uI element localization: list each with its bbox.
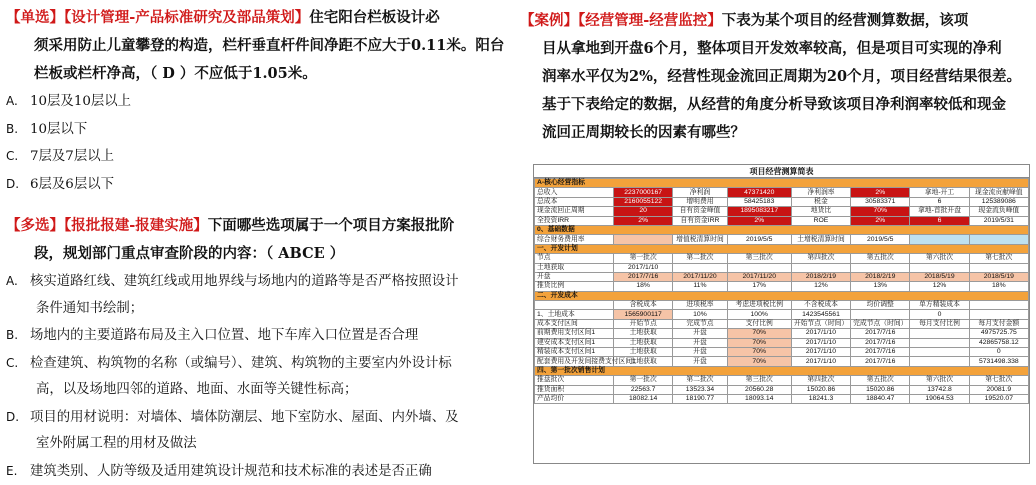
sheet-title: 项目经营测算简表 <box>534 165 1029 178</box>
sheet-cell: 17% <box>727 282 791 291</box>
sheet-cell: 产品均价 <box>535 394 614 403</box>
sheet-cell: 进项税率 <box>673 301 727 310</box>
section-core-kpi: A-核心经营指标 <box>535 179 1029 188</box>
option-e[interactable]: E. 建筑类别、人防等级及适用建筑设计规范和技术标准的表述是否正确 <box>6 458 506 485</box>
sheet-cell: 70% <box>727 338 791 347</box>
sheet-cell: 2% <box>851 216 910 225</box>
sheet-cell: 2017/7/16 <box>851 357 910 366</box>
sheet-cell: 15020.86 <box>851 385 910 394</box>
sheet-cell: 开盘 <box>673 357 727 366</box>
sheet-cell: 开盘 <box>673 338 727 347</box>
sales-row <box>535 385 1029 394</box>
sheet-cell: 净利润率 <box>791 188 850 197</box>
sheet-cell: 考虑进项税比例 <box>727 301 791 310</box>
sheet-cell <box>673 263 727 272</box>
question-text-line: 目从拿地到开盘6个月，整体项目开发效率较高，但是项目可实现的净利 <box>542 40 1002 57</box>
sheet-cell <box>910 235 969 244</box>
sheet-cell: 推货比例 <box>535 282 614 291</box>
sheet-cell: 净利润 <box>673 188 727 197</box>
sheet-cell: 增值税清算时间 <box>673 235 727 244</box>
question-category: 【报批报建-报建实施】 <box>64 217 208 234</box>
sheet-cell: 70% <box>727 348 791 357</box>
sheet-cell: 第一批次 <box>614 254 673 263</box>
option-a[interactable]: A. 10层及10层以上 <box>6 88 506 116</box>
sheet-cell: 第一批次 <box>614 376 673 385</box>
sheet-cell <box>969 301 1028 310</box>
sheet-cell: 现金流负峰值 <box>969 207 1028 216</box>
sheet-cell: 2237000167 <box>614 188 673 197</box>
sheet-cell: 2017/1/10 <box>791 357 850 366</box>
sheet-cell: 第七批次 <box>969 376 1028 385</box>
sheet-cell: 推货面积 <box>535 385 614 394</box>
sheet-cell: 13% <box>851 282 910 291</box>
sheet-cell: 成本支付区间 <box>535 319 614 328</box>
section-dev-cost: 二、开发成本 <box>535 291 1029 300</box>
sheet-cell: 2017/1/10 <box>791 348 850 357</box>
case-question <box>520 0 1032 147</box>
sheet-cell <box>791 263 850 272</box>
sheet-cell: 地货比 <box>791 207 850 216</box>
question-single <box>6 0 506 198</box>
sheet-cell: 20081.9 <box>969 385 1028 394</box>
option-d-continued: 室外附属工程的用材及做法 <box>6 431 506 458</box>
sheet-cell: 2017/7/16 <box>614 272 673 281</box>
sheet-cell <box>614 235 673 244</box>
question-text-line: 基于下表给定的数据，从经营的角度分析导致该项目净利润率较低和现金 <box>542 96 1006 113</box>
question-text-line: 住宅阳台栏板设计必 <box>309 9 440 26</box>
sheet-cell: 完成节点 <box>673 319 727 328</box>
question-type-tag: 【多选】 <box>6 217 64 234</box>
sales-header <box>535 376 1029 385</box>
sheet-cell: 建安成本支付区间1 <box>535 338 614 347</box>
sheet-cell: 20 <box>614 207 673 216</box>
sheet-cell: 第四批次 <box>791 254 850 263</box>
sheet-cell: 2% <box>614 216 673 225</box>
sheet-cell: 2017/7/16 <box>851 338 910 347</box>
sheet-cell: 2019/5/5 <box>851 235 910 244</box>
sheet-cell: 58425183 <box>727 197 791 206</box>
sheet-cell: 20560.28 <box>727 385 791 394</box>
sheet-cell: 综合财务费用率 <box>535 235 614 244</box>
sales-row <box>535 394 1029 403</box>
cost-row <box>535 310 1029 319</box>
left-column <box>6 0 506 485</box>
sheet-cell <box>969 263 1028 272</box>
sheet-cell: 70% <box>727 357 791 366</box>
sheet-cell: 土增税清算时间 <box>791 235 850 244</box>
sheet-cell: 12% <box>791 282 850 291</box>
sheet-cell <box>851 310 910 319</box>
option-c[interactable]: C. 7层及7层以上 <box>6 143 506 171</box>
sheet-cell: 现金流贡献峰值 <box>969 188 1028 197</box>
sheet-cell: 第七批次 <box>969 254 1028 263</box>
kpi-row <box>535 216 1029 225</box>
sheet-cell: 精装成本支付区间1 <box>535 348 614 357</box>
pay-row <box>535 357 1029 366</box>
sheet-cell: 每月支付比例 <box>910 319 969 328</box>
sheet-cell <box>910 357 969 366</box>
question-category: 【经营管理-经营监控】 <box>578 12 722 29</box>
sheet-cell: 开盘 <box>673 329 727 338</box>
question-text-line: 流回正周期较长的因素有哪些？ <box>542 124 745 141</box>
question-text-line: 段，规划部门重点审查阶段的内容：（ ABCE ） <box>34 245 344 262</box>
sheet-cell <box>851 263 910 272</box>
sheet-cell <box>727 263 791 272</box>
sheet-cell: 100% <box>727 310 791 319</box>
sheet-cell: 5731498.338 <box>969 357 1028 366</box>
sheet-cell: 第六批次 <box>910 254 969 263</box>
sheet-cell: 22563.7 <box>614 385 673 394</box>
question-type-tag: 【单选】 <box>6 9 64 26</box>
sheet-cell: 节点 <box>535 254 614 263</box>
option-c-continued: 高，以及场地四邻的道路、地面、水面等关键性标高； <box>6 377 506 404</box>
sheet-cell: 开盘 <box>673 348 727 357</box>
sheet-cell: 土地获取 <box>614 357 673 366</box>
sheet-cell: 第六批次 <box>910 376 969 385</box>
sheet-cell <box>969 310 1028 319</box>
sheet-cell: 第五批次 <box>851 376 910 385</box>
sheet-cell: 12% <box>910 282 969 291</box>
sheet-cell: 2017/7/16 <box>851 329 910 338</box>
plan-row <box>535 282 1029 291</box>
sheet-cell: 18% <box>614 282 673 291</box>
sheet-cell: 开始节点 <box>614 319 673 328</box>
sheet-cell: 0 <box>910 310 969 319</box>
sheet-cell <box>910 329 969 338</box>
sheet-cell <box>910 338 969 347</box>
sheet-cell: 土地获取 <box>614 348 673 357</box>
sheet-cell: 2019/5/31 <box>969 216 1028 225</box>
sheet-cell: 11% <box>673 282 727 291</box>
sheet-cell: 18241.3 <box>791 394 850 403</box>
sheet-cell: 土地获取 <box>535 263 614 272</box>
sheet-cell: 18% <box>969 282 1028 291</box>
sheet-cell: 1565900117 <box>614 310 673 319</box>
sheet-cell: 1423545561 <box>791 310 850 319</box>
sheet-cell: 第二批次 <box>673 376 727 385</box>
question-text-line: 润率水平仅为2%，经营性现金流回正周期为20个月，项目经营结果很差。 <box>542 68 1021 85</box>
sheet-cell: 42865758.12 <box>969 338 1028 347</box>
sheet-cell: 0 <box>969 348 1028 357</box>
question-text-line: 须采用防止儿童攀登的构造，栏杆垂直杆件间净距不应大于0.11米。阳台 <box>34 37 504 54</box>
sheet-cell: 自有资金IRR <box>673 216 727 225</box>
operating-budget-sheet <box>533 164 1030 464</box>
sheet-cell: 开始节点（时间） <box>791 319 850 328</box>
sheet-cell: 2018/2/19 <box>791 272 850 281</box>
section-dev-plan: 一、开发计划 <box>535 244 1029 253</box>
cost-header <box>535 301 1029 310</box>
sheet-cell: 土地获取 <box>614 338 673 347</box>
sheet-cell: 2017/11/20 <box>673 272 727 281</box>
sheet-cell: 第五批次 <box>851 254 910 263</box>
sheet-cell: 18093.14 <box>727 394 791 403</box>
sheet-cell: 第三批次 <box>727 376 791 385</box>
pay-header <box>535 319 1029 328</box>
question-multi <box>6 212 506 485</box>
option-d[interactable]: D. 6层及6层以下 <box>6 171 506 199</box>
question-text-line: 下表为某个项目的经营测算数据，该项 <box>722 12 969 29</box>
plan-header <box>535 254 1029 263</box>
sheet-cell: 含税成本 <box>614 301 673 310</box>
sheet-cell: 单方精装成本 <box>910 301 969 310</box>
sheet-cell: 2% <box>851 188 910 197</box>
sheet-cell: 总收入 <box>535 188 614 197</box>
sheet-table <box>534 178 1029 404</box>
sheet-cell: 13742.8 <box>910 385 969 394</box>
sheet-cell: 现金流回正周期 <box>535 207 614 216</box>
kpi-row <box>535 207 1029 216</box>
sheet-cell: 6 <box>910 197 969 206</box>
option-c[interactable]: C. 检查建筑、构筑物的名称（或编号）、建筑、构筑物的主要室内外设计标 <box>6 350 506 378</box>
option-b[interactable]: B. 10层以下 <box>6 116 506 144</box>
sheet-cell: 1895083217 <box>727 207 791 216</box>
sheet-cell: 2017/1/10 <box>614 263 673 272</box>
sheet-cell: 2017/1/10 <box>791 329 850 338</box>
option-a[interactable]: A. 核实道路红线、建筑红线或用地界线与场地内的道路等是否严格按照设计 <box>6 268 506 296</box>
sheet-cell: 第四批次 <box>791 376 850 385</box>
pay-row <box>535 338 1029 347</box>
sheet-cell: 每月支付金额 <box>969 319 1028 328</box>
pay-row <box>535 329 1029 338</box>
sheet-cell: 70% <box>727 329 791 338</box>
kpi-row <box>535 197 1029 206</box>
section-sales-plan: 四、第一批次销售计划 <box>535 366 1029 375</box>
sheet-cell: 自有资金峰值 <box>673 207 727 216</box>
sheet-cell: 125389086 <box>969 197 1028 206</box>
sheet-cell: 拿地-首批开盘 <box>910 207 969 216</box>
sheet-cell: 2% <box>727 216 791 225</box>
sheet-cell: ROE <box>791 216 850 225</box>
sheet-cell: 2017/1/10 <box>791 338 850 347</box>
sheet-cell: 2018/2/19 <box>851 272 910 281</box>
sheet-cell <box>535 301 614 310</box>
sheet-cell: 完成节点（时间） <box>851 319 910 328</box>
sheet-cell: 1、土地成本 <box>535 310 614 319</box>
sheet-cell: 2160055122 <box>614 197 673 206</box>
sheet-cell <box>969 235 1028 244</box>
sheet-cell: 10% <box>673 310 727 319</box>
sheet-cell: 19064.53 <box>910 394 969 403</box>
sheet-cell: 4975725.75 <box>969 329 1028 338</box>
sheet-cell <box>910 263 969 272</box>
sheet-cell: 拿地-开工 <box>910 188 969 197</box>
sheet-cell: 配套费用及开发间接费支付区间1 <box>535 357 614 366</box>
plan-row <box>535 272 1029 281</box>
sheet-cell: 30583371 <box>851 197 910 206</box>
sheet-cell: 15020.86 <box>791 385 850 394</box>
sheet-cell: 第二批次 <box>673 254 727 263</box>
sheet-cell: 18082.14 <box>614 394 673 403</box>
sheet-cell: 税金 <box>791 197 850 206</box>
question-category: 【设计管理-产品标准研究及部品策划】 <box>64 9 309 26</box>
question-text-line: 栏板或栏杆净高，（ D ）不应低于1.05米。 <box>34 65 317 82</box>
sheet-cell: 2018/5/19 <box>969 272 1028 281</box>
question-type-tag: 【案例】 <box>520 12 578 29</box>
sheet-cell: 土地获取 <box>614 329 673 338</box>
question-text-line: 下面哪些选项属于一个项目方案报批阶 <box>208 217 455 234</box>
sheet-cell: 2018/5/19 <box>910 272 969 281</box>
section-base-data: 0、基础数据 <box>535 225 1029 234</box>
kpi-row <box>535 188 1029 197</box>
sheet-cell: 全投资IRR <box>535 216 614 225</box>
sheet-cell: 总成本 <box>535 197 614 206</box>
option-d[interactable]: D. 项目的用材说明：对墙体、墙体防潮层、地下室防水、屋面、内外墙、及 <box>6 404 506 432</box>
sheet-cell: 前期费用支付区间1 <box>535 329 614 338</box>
sheet-cell: 19520.07 <box>969 394 1028 403</box>
option-a-continued: 条件通知书绘制； <box>6 296 506 323</box>
sheet-cell: 2017/7/16 <box>851 348 910 357</box>
sheet-cell: 支付比例 <box>727 319 791 328</box>
sheet-cell: 不含税成本 <box>791 301 850 310</box>
sheet-cell <box>910 348 969 357</box>
sheet-cell: 第三批次 <box>727 254 791 263</box>
sheet-cell: 70% <box>851 207 910 216</box>
sheet-cell: 47371420 <box>727 188 791 197</box>
sheet-cell: 13523.34 <box>673 385 727 394</box>
sheet-cell: 推盘批次 <box>535 376 614 385</box>
sheet-cell: 2017/11/20 <box>727 272 791 281</box>
sheet-cell: 2019/5/5 <box>727 235 791 244</box>
option-b[interactable]: B. 场地内的主要道路布局及主入口位置、地下车库入口位置是否合理 <box>6 322 506 350</box>
sheet-cell: 18190.77 <box>673 394 727 403</box>
sheet-cell: 均价调整 <box>851 301 910 310</box>
sheet-cell: 增明费用 <box>673 197 727 206</box>
base-row <box>535 235 1029 244</box>
plan-row <box>535 263 1029 272</box>
sheet-cell: 18840.47 <box>851 394 910 403</box>
pay-row <box>535 348 1029 357</box>
sheet-cell: 6 <box>910 216 969 225</box>
sheet-cell: 开盘 <box>535 272 614 281</box>
